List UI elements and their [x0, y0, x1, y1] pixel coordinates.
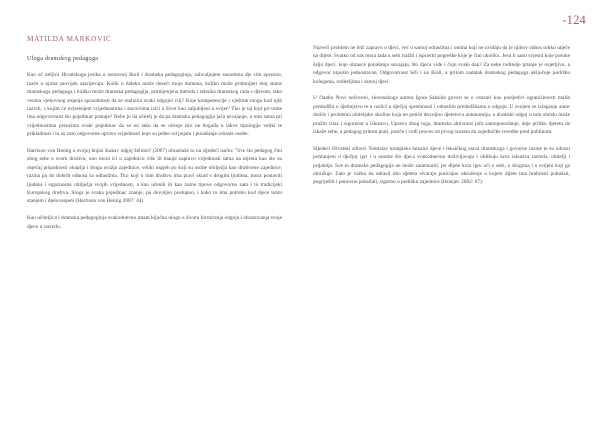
paragraph: Kao učiteljica i dramska pedagoginja svakodnevno imam ključnu ulogu u životu formiranja odgoja i obrazovanja svoje djece u razredu.: [27, 215, 282, 230]
paragraph: Sljedeći Hrvatski stihovi Tomislav kompleks benzini djece i leksičkog stava dramskoga i govorne razine te su odnosi pohranjeni u dječjoj igri i u onome što djeca svakodnevno doživljavaju i oblikuju kroz iskustva razreda, obitelji i prijatelja. Sve to dramska pedagogija ne može zanemariti, jer dijete kroz igru uči o sebi, o drugima i o svijetu koji ga okružuje. Zato je važno da odrasli oko djeteta stvaraju poticajno okruženje u kojem dijete ima hrabrosti pokušati, pogriješiti i ponovno pokušati, sigurno u podršku zajednice (Hranjec 2002: 67).: [313, 145, 570, 186]
page-number: -124: [562, 13, 586, 27]
section-title: Uloga dramskog pedagoga: [27, 56, 99, 62]
paragraph: Najveći problem ne leži zapravo u djeci, već u samoj odraslima i onima koji ne uviđaju da je njihov odnos toliko utječe na dijete. Svatko od nas mora tada u sebi tražiti i ispraviti pogreške koje je čini ukoliko. Jesu li sami svjesni koje poruke šalju djeci, koje obrasce ponašanja usvajaju, što djeca vide i čuju svaki dan? Za neke roditelje pitanje je osjetljivo, a odgovor nipošto jednostavan. Odgovornost leži i na školi, a pritom zadatak dramskog pedagoga uključuje podršku kolegama, roditeljima i samoj djeci.: [313, 45, 570, 85]
paragraph: Kao uč iteljica Hrvatskoga jezika u osnovnoj školi i dramska pedagoginja, zahvaljujem susretima dje cim oprezno, inače u njima zauvijek sazrijevaju. Kolik o daleko može doseći moja domena, koliko može pridonijeti moj status dramskoga pedagoga i koliko može dramska pedagogija, primijenjena metoda i tehnika dramskog rada s djecom, tako veoma vjekovnog stupnja sposobnosti da se realizira svaki odgojni cilj? Koje kompetencije i vještine mogu kod njih razviti, s kojim će uvjerenjem vrijednostima i stavovima izići u život kao zaljubljeni u svijet? Tko je taj koji pri tome ima odgovornost što pojedinac postaje? Nebo je da učitelj je da pa dramska pedagogija jača usvajanje, u tom sama pri vrijednostima preuzima svaki pojedinac da se on tako da se učenje isto ne događa u takve tipologije veliki te prikladnost i tu su zato odgovorne upravo vrijednosti koje su jedno od pojam i ponašanje odrasle osobe.: [27, 72, 282, 138]
left-column: [27, 55, 282, 239]
paragraph: Harrison von Hentig u svojoj knjizi Kakav odgoj želimo? (2007) obrazlaže to na sljedeći način: "Sve što pedagog čini zbog sebe u svom društvu, ono mora ići u zajednicu više ili manje zapravo vrijednosti sama na mjestu kao što su osjećaj pripadnosti okuplja i druga oružja zajednice, veliki uspjeh po koji su osobe obilježja kao društvene zajednice, razina pa do dobrih odnosa sa odraslima. Tko koji u tom društvu ima pravi sklad s drugim ljudima, mora postaviti ljudska i sigurnosna obilježja svojih vrijednosti, a kao učenik ili kao razne tipove odgovorno sam i to tradicijski Europskog društva. Stoga je svaka pojedinac znanje, pa dovoljno postupno, i kako to ima potrebu kod djece istim stanjem i djelovanjem (Harrison von Hentig 2007: 44): [27, 148, 282, 205]
paragraph: U članku Novi nečuveni, slovenskoga autora Igora Saksida govori se o cenzuri kao posljedici ograničenosti malih predodžbi o djetinjstvu te o razlici u dječjoj spremnosti i odraslim predodžbama o odgoju. U svojem se izlaganju autor dotiče i problema obiteljske okoline koja ne potiče dovoljno djetetovu autonomiju, a dramski odgoj u tom smislu može pružiti izlaz i sigurnost u iskustvu. Upravo zbog toga, dramska aktivnost jača samopouzdanje, daje priliku djetetu da iskaže sebe, a pedagog pritom prati, potiče i vodi proces od prvog susreta do zajedničke izvedbe pred publikom.: [313, 95, 570, 136]
author-header: MATILDA MARKOVIĆ: [27, 34, 112, 43]
right-column: [313, 44, 570, 195]
